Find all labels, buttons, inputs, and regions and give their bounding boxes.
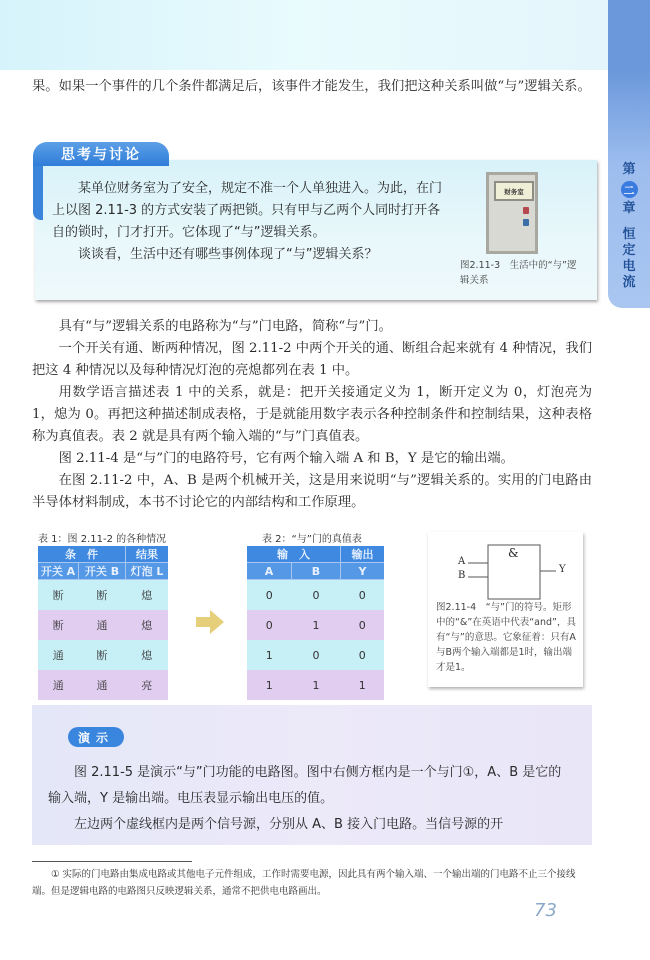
table-cell: 通 — [79, 670, 126, 700]
gate-figure-caption: 图2.11-4 “与”门的符号。矩形中的“&”在英语中代表“and”，具有“与”的意思。它象征着：只有A与B两个输入端都是1时，输出端才是1。 — [436, 602, 576, 673]
table-cell: 0 — [247, 610, 292, 640]
table-row — [247, 610, 384, 640]
table1-column-header: 开关 A — [38, 563, 79, 580]
table1-column-header: 开关 B — [79, 563, 126, 580]
table2-caption: 表 2：“与”门的真值表 — [262, 534, 362, 545]
chapter-title-char: 恒 — [622, 227, 636, 242]
table2-column-header: A — [247, 563, 292, 580]
table1-caption: 表 1：图 2.11-2 的各种情况 — [38, 534, 167, 545]
table-row — [247, 580, 384, 611]
table-cell: 1 — [292, 670, 341, 700]
table1-group-header: 结果 — [126, 546, 169, 563]
body-paragraph: 一个开关有通、断两种情况，图 2.11-2 中两个开关的通、断组合起来就有 4 种情况，我们把这 4 种情况以及每种情况灯泡的亮熄都列在表 1 中。 — [32, 341, 592, 378]
door-illustration — [486, 172, 538, 254]
table-cell: 熄 — [126, 610, 169, 640]
chapter-side-tab — [608, 70, 650, 308]
demo-paragraph: 图 2.11-5 是演示“与”门功能的电路图。图中右侧方框内是一个与门①，A、B 是它的输入端，Y 是输出端。电压表显示输出电压的值。 — [48, 765, 562, 806]
lock-icon — [523, 207, 529, 214]
gate-input-a: A — [458, 556, 466, 567]
table-cell: 0 — [341, 580, 385, 611]
table-cell: 1 — [292, 610, 341, 640]
footnote: ① 实际的门电路由集成电路或其他电子元件组成，工作时需要电源，因此具有两个输入端、一个输出端的门电路不止三个接线端。但是逻辑电路的电路图只反映逻辑关系，通常不把供电电路画出。 — [32, 869, 576, 897]
table-cell: 0 — [292, 640, 341, 670]
table-cell: 断 — [79, 580, 126, 611]
demo-paragraph: 左边两个虚线框内是两个信号源，分别从 A、B 接入门电路。当信号源的开 — [74, 817, 504, 832]
door-label: 财务室 — [494, 181, 534, 201]
right-arrow-icon — [196, 610, 224, 634]
demo-text — [48, 760, 563, 838]
discussion-title: 思考与讨论 — [33, 142, 169, 166]
discussion-paragraph: 谈谈看，生活中还有哪些事例体现了“与”逻辑关系？ — [78, 247, 378, 262]
gate-output-y: Y — [559, 564, 566, 575]
table2 — [247, 546, 384, 700]
table-cell: 亮 — [126, 670, 169, 700]
table1 — [38, 546, 168, 700]
intro-paragraph: 果。如果一个事件的几个条件都满足后，该事件才能发生，我们把这种关系叫做“与”逻辑关系。 — [32, 79, 591, 94]
table2-group-header: 输 入 — [247, 546, 341, 563]
table1-group-header: 条 件 — [38, 546, 126, 563]
footnote-divider — [32, 861, 192, 862]
table-cell: 0 — [292, 580, 341, 611]
demo-title: 演示 — [68, 727, 124, 747]
body-text — [32, 316, 592, 514]
table-cell: 0 — [341, 610, 385, 640]
discussion-text — [52, 178, 442, 266]
table-cell: 0 — [247, 580, 292, 611]
table-row — [38, 580, 168, 611]
table-cell: 1 — [341, 670, 385, 700]
table1-column-header: 灯泡 L — [126, 563, 169, 580]
header-band — [0, 0, 608, 70]
table-row — [247, 640, 384, 670]
body-paragraph: 用数学语言描述表 1 中的关系，就是：把开关接通定义为 1，断开定义为 0，灯泡亮为 1，熄为 0。再把这种描述制成表格，于是就能用数字表示各种控制条件和控制结果，这种表格称为真值表。表 2 就是具有两个输入端的“与”门真值表。 — [32, 385, 592, 444]
table-row — [247, 670, 384, 700]
chapter-title-char: 流 — [622, 275, 636, 290]
lock-icon — [523, 219, 529, 226]
table-cell: 通 — [38, 670, 79, 700]
chapter-title-char: 定 — [622, 243, 636, 258]
body-paragraph: 图 2.11-4 是“与”门的电路符号，它有两个输入端 A 和 B，Y 是它的输出端。 — [58, 451, 514, 466]
table-cell: 通 — [79, 610, 126, 640]
chapter-number-badge: 二 — [621, 181, 638, 198]
table-cell: 通 — [38, 640, 79, 670]
table2-column-header: Y — [341, 563, 385, 580]
table-row — [38, 640, 168, 670]
table-cell: 熄 — [126, 640, 169, 670]
table-cell: 1 — [247, 640, 292, 670]
table-cell: 0 — [341, 640, 385, 670]
table-cell: 断 — [79, 640, 126, 670]
side-tab-top — [608, 0, 650, 70]
chapter-title-char: 电 — [622, 259, 636, 274]
figure-caption: 图2.11-3 生活中的“与”逻辑关系 — [460, 260, 577, 286]
table-cell: 断 — [38, 610, 79, 640]
gate-input-b: B — [458, 570, 466, 581]
body-paragraph: 具有“与”逻辑关系的电路称为“与”门电路，简称“与”门。 — [58, 319, 392, 334]
table-row — [38, 610, 168, 640]
chapter-prefix: 第 — [622, 162, 636, 177]
page-number: 73 — [534, 900, 557, 921]
table-row — [38, 670, 168, 700]
gate-symbol: & — [508, 546, 519, 560]
body-paragraph: 在图 2.11-2 中，A、B 是两个机械开关，这是用来说明“与”逻辑关系的。实用的门电路由半导体材料制成，本书不讨论它的内部结构和工作原理。 — [32, 473, 592, 510]
discussion-paragraph: 某单位财务室为了安全，规定不准一个人单独进入。为此，在门上以图 2.11-3 的方式安装了两把锁。只有甲与乙两个人同时打开各自的锁时，门才打开。它体现了“与”逻辑关系。 — [52, 181, 443, 240]
table2-group-header: 输出 — [341, 546, 385, 563]
table2-column-header: B — [292, 563, 341, 580]
table-cell: 熄 — [126, 580, 169, 611]
chapter-suffix: 章 — [622, 201, 636, 216]
table-cell: 断 — [38, 580, 79, 611]
discussion-box-corner — [33, 160, 43, 220]
table-cell: 1 — [247, 670, 292, 700]
